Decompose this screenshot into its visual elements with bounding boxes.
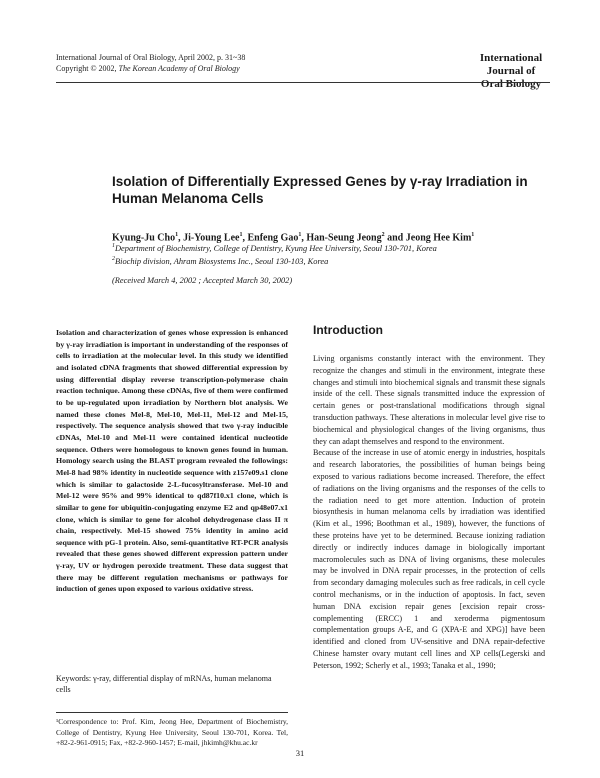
affiliation-line [112, 254, 532, 267]
copyright-prefix: Copyright © 2002, [56, 64, 119, 73]
affiliation-mark: 2 [112, 255, 115, 262]
affiliations [112, 241, 532, 267]
journal-name-line-3: Oral Biology [480, 78, 542, 90]
author-affiliation-mark: 2 [381, 232, 385, 238]
journal-name-line-1: International [479, 52, 543, 64]
affiliation-text: Department of Biochemistry, College of Dentistry, Kyung Hee University, Seoul 130-701, Korea [115, 243, 437, 253]
author-name: Kyung-Ju Cho [112, 232, 176, 244]
author-affiliation-mark: 1 [298, 232, 302, 238]
copyright-line [56, 63, 245, 74]
keywords [56, 673, 288, 695]
author-list: Kyung-Ju Cho$^1$, Ji-Young Lee$^1$, Enfeng Gao$^1$, Han-Seung Jeong$^2$ and Jeong Hee Kim$^1$ [112, 232, 475, 244]
journal-citation: International Journal of Oral Biology, April 2002, p. 31~38 [56, 53, 246, 62]
introduction-body [313, 353, 545, 672]
author-name: Han-Seung Jeong [306, 232, 382, 244]
header-divider [56, 82, 550, 83]
author-name: Jeong Hee Kim [405, 232, 472, 244]
affiliation-text: Biochip division, Ahram Biosystems Inc., Seoul 130-103, Korea [115, 256, 329, 266]
footnote-divider [56, 712, 288, 713]
page-number: 31 [295, 748, 305, 758]
affiliation-mark: 1 [112, 243, 115, 249]
article-title: Isolation of Differentially Expressed Genes by γ-ray Irradiation in Human Melanoma Cells [112, 174, 528, 206]
abstract: Isolation and characterization of genes whose expression is enhanced by γ-ray irradiation is important in understanding of the responses of cells to irradiation at the molecular level. In this study we identified and isolated cDNA fragments that showed differential expression by using differential display reverse transcription-polymerase chain reaction technique. Among these cDNAs, five of them were confirmed to be up-regulated upon irradiation by Northern blot analysis. We named these clones Mel-8, Mel-10, Mel-11, Mel-12 and Mel-15, respectively. The sequence analysis showed that two γ-ray inducible cDNAs, Mel-10 and Mel-11 were contained identical nucleotide sequence. Others were homologous to known genes found in human. Homology search using the BLAST program revealed the followings: Mel-8 had 98% identity in nucleotide sequence with z157e09.s1 clone which is similar to galactoside 2-L-fucosyltransferase. Mel-10 and Mel-12 were 95% and 99% identical to qd87f10.x1 clone, which is similar to gene for ubiquitin-conjugating enzyme E2 and qp48e07.x1 clone, which is similar to gene for alcohol dehydrogenase class II π chain, respectively. Mel-15 showed 75% identity in amino acid sequence with pG-1 protein. Also, semi-quantitative RT-PCR analysis revealed that these genes showed different expression pattern under γ-ray, UV or hydrogen peroxide treatment. These data suggest that there may be different regulation mechanisms or pathways for induction of genes upon exposed to various oxidative stress. [56, 328, 288, 594]
correspondence-footnote: ¹Correspondence to: Prof. Kim, Jeong Hee, Department of Biochemistry, College of Dentistry, Kyung Hee University, Seoul 130-701, Korea. Tel, +82-2-961-0915; Fax, +82-2-960-1457; E-mail, jhkimh@khu.ac.kr [56, 717, 288, 747]
copyright-org: The Korean Academy of Oral Biology [118, 64, 240, 73]
author-affiliation-mark: 1 [239, 232, 243, 238]
introduction-paragraph-2: Because of the increase in use of atomic energy in industries, hospitals and research laboratories, the possibilities of human beings being exposed to various radiations become increased. Therefore, the effect of radiations on the living organisms and the responses of the cells to the radiation need to get more attention. Induction of protein biosynthesis in human melanoma cells by irradiation was identified (Kim et al., 1996; Boothman et al., 1989), however, the functions of these proteins have yet to be determined. Because ionizing radiation directly or indirectly induces damage in biologically important macromolecules such as DNA of living organisms, these molecules may be involved in DNA repair processes, in the protection of cells from secondary damaging molecules such as free radicals, in cell cycle control mechanisms, or in the induction of apoptosis. In fact, seven human DNA excision repair genes [excision repair cross-complementing (ERCC) 1 and xeroderma pigmentosum complementation groups A-E, and G (XPA-E and XPG)] have been identified and cloned from UV-sensitive and DNA repair-defective Chinese hamster ovary mutant cell lines and XP cells(Legerski and Peterson, 1992; Scherly et al., 1993; Tanaka et al., 1990; [313, 448, 545, 670]
introduction-heading: Introduction [313, 323, 383, 337]
received-dates: (Received March 4, 2002 ; Accepted March 30, 2002) [112, 276, 293, 285]
journal-name-box [470, 52, 552, 91]
affiliation-line [112, 241, 532, 254]
keywords-label: Keywords: [56, 674, 92, 683]
author-name: Enfeng Gao [247, 232, 299, 244]
keywords-text: γ-ray, differential display of mRNAs, human melanoma cells [56, 674, 272, 694]
author-affiliation-mark: 1 [175, 232, 179, 238]
author-name: Ji-Young Lee [183, 232, 240, 244]
introduction-paragraph-1: Living organisms constantly interact with the environment. They recognize the changes and stimuli in the environment, integrate these changes and stimuli into biochemical signals and transmit these signals inside of the cell. These signals transmitted induce the expression of certain genes or post-translational modifications through signal transduction pathways. These alterations in molecular level give rise to biochemical and physiological changes of the living organisms, thus they can adapt themselves and respond to the environment. [313, 354, 545, 446]
journal-name-line-2: Journal of [486, 65, 536, 77]
journal-info [56, 52, 245, 74]
author-affiliation-mark: 1 [471, 232, 475, 238]
